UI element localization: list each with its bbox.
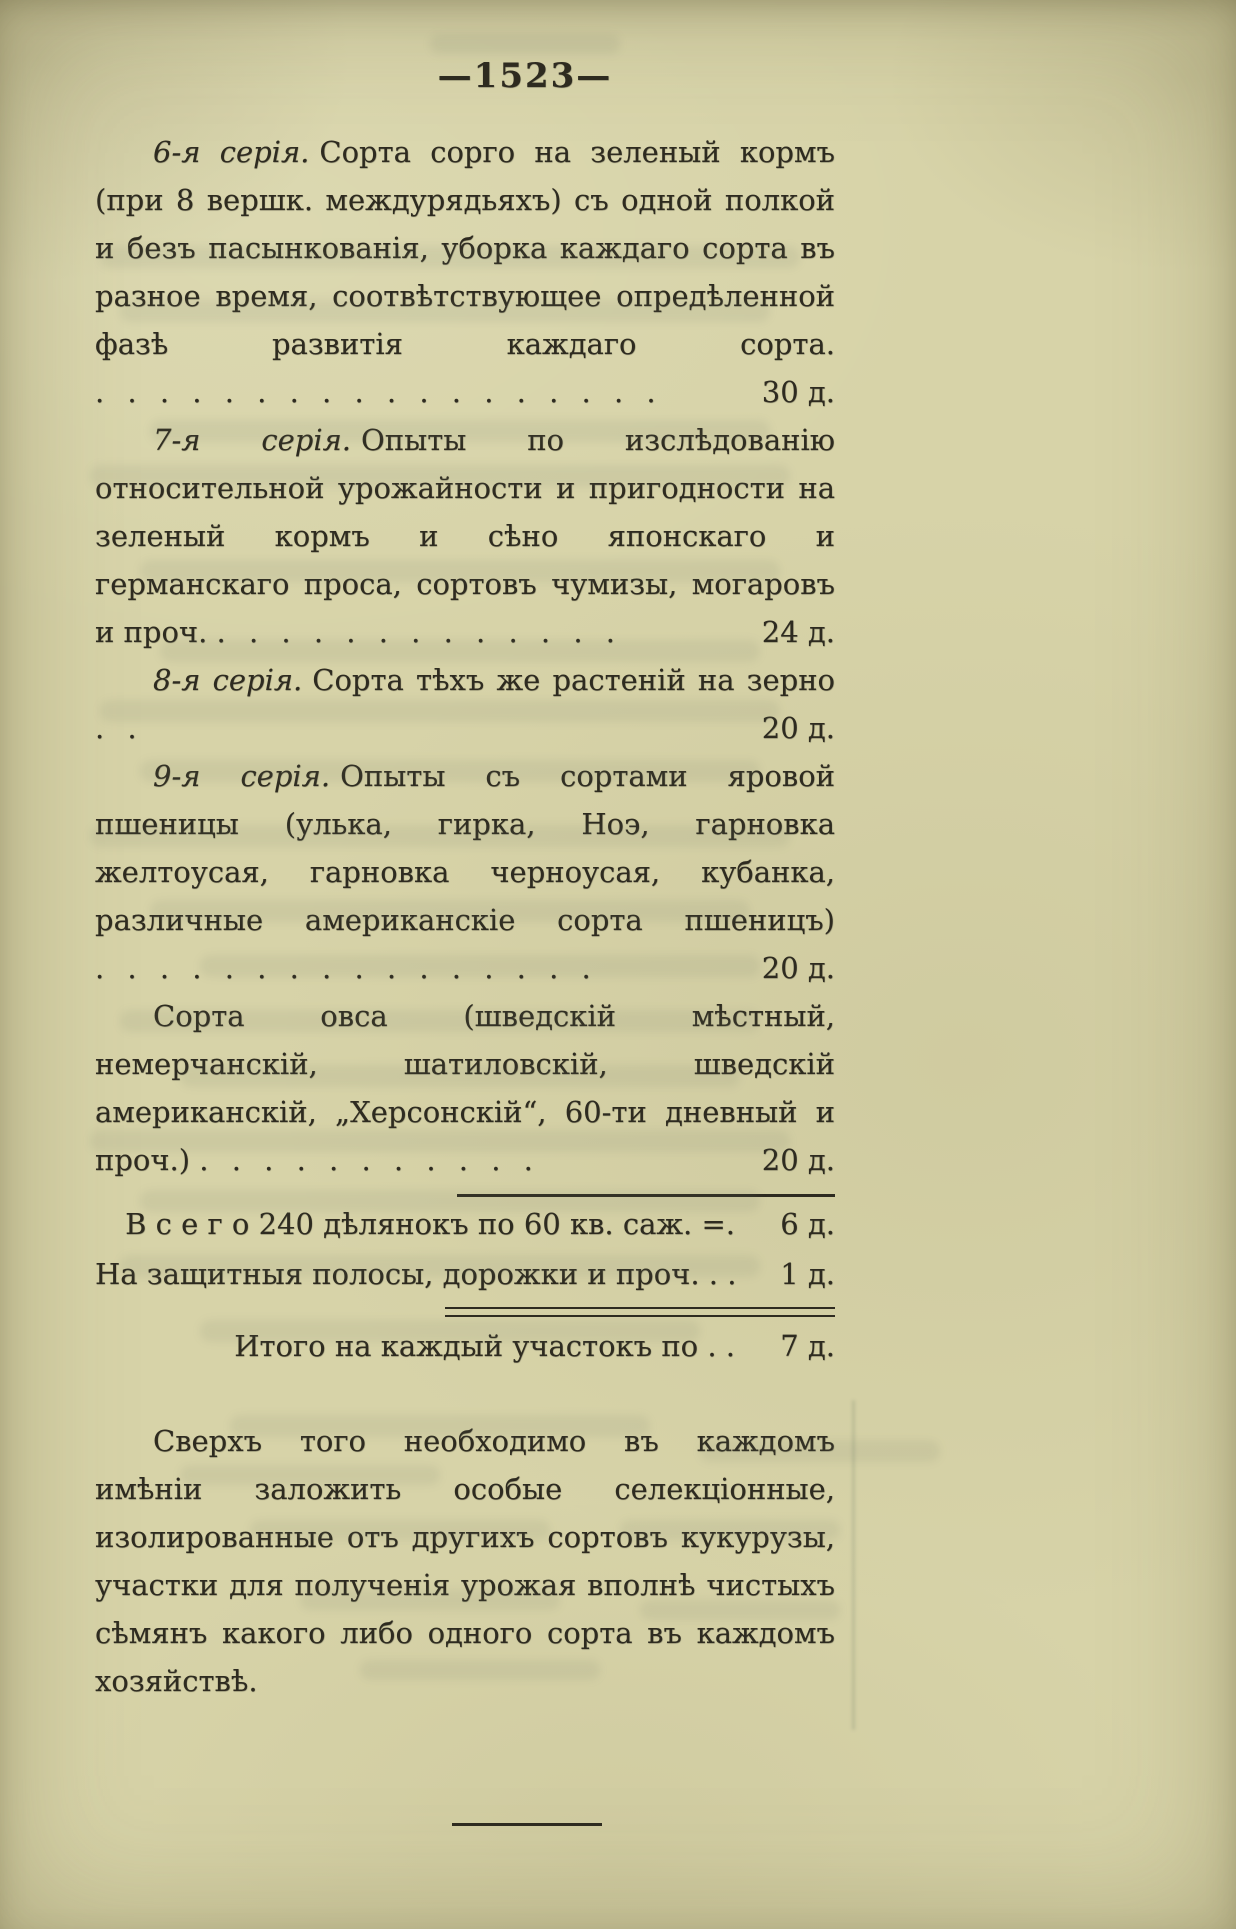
dot-leader: . . . . . . . . . . . . . <box>216 615 622 649</box>
series-label: 6-я серія. <box>153 135 310 169</box>
area-value: 1 д. <box>780 1257 835 1291</box>
totals-row-strips <box>95 1249 835 1299</box>
series-entry-9 <box>95 752 835 992</box>
dot-leader: . . . . . . . . . . . . . . . . . . <box>95 375 663 409</box>
series-label: 9-я серія. <box>153 759 331 793</box>
series-label: 8-я серія. <box>153 663 303 697</box>
area-value: 20 д. <box>761 951 835 985</box>
series-entry-6 <box>95 128 835 416</box>
totals-row-total <box>95 1199 835 1249</box>
series-text: Сорта овса (шведскій мѣстный, немерчанскій, шатиловскій, шведскій американскій, „Херсонскій“, 60-ти дневный и проч.) <box>95 999 835 1177</box>
totals-text: Итого на каждый участокъ по . . <box>234 1329 735 1363</box>
page-content <box>95 128 835 1826</box>
totals-section <box>95 1194 835 1371</box>
closing-paragraph: Сверхъ того необходимо въ каждомъ имѣніи заложить особые селекціонные, изолированные отъ другихъ сортовъ кукурузы, участки для полученія урожая вполнѣ чистыхъ сѣмянъ какого либо одного сорта въ каждомъ хозяйствѣ. <box>95 1424 835 1698</box>
totals-row-itogo <box>95 1321 835 1371</box>
area-value: 24 д. <box>761 615 835 649</box>
series-entry-8 <box>95 656 835 752</box>
area-value: 20 д. <box>761 1143 835 1177</box>
series-text: Опыты по изслѣдованію относительной урожайности и пригодности на зеленый кормъ и сѣно японскаго и германскаго проса, сортовъ чумизы, могаровъ и проч. <box>95 423 835 649</box>
area-value: 6 д. <box>780 1207 835 1241</box>
series-text: Опыты съ сортами яровой пшеницы (улька, гирка, Ноэ, гарновка желтоусая, гарновка черноусая, кубанка, различные американскіе сорта пшеницъ) <box>95 759 835 937</box>
dot-leader: . . . . . . . . . . . <box>199 1143 540 1177</box>
dot-leader: . . <box>95 711 144 745</box>
bleed-through-artifact <box>852 1400 855 1730</box>
series-label: 7-я серія. <box>153 423 352 457</box>
bleed-through-artifact <box>430 34 620 54</box>
totals-rule-top <box>457 1194 835 1197</box>
totals-rule-bottom <box>445 1307 835 1317</box>
page-number: —1523— <box>437 56 613 96</box>
dot-leader: . . . . . . . . . . . . . . . . <box>95 951 598 985</box>
series-entry-7 <box>95 416 835 656</box>
series-text: Сорта тѣхъ же растеній на зерно <box>312 663 835 697</box>
totals-text: В с е г о 240 дѣлянокъ по 60 кв. саж. =. <box>125 1207 735 1241</box>
totals-text: На защитныя полосы, дорожки и проч. . . <box>95 1257 737 1291</box>
oats-entry <box>95 992 835 1184</box>
area-value: 7 д. <box>780 1329 835 1363</box>
area-value: 30 д. <box>761 375 835 409</box>
section-end-rule <box>452 1823 602 1826</box>
series-text: Сорта сорго на зеленый кормъ (при 8 вершк. междурядьяхъ) съ одной полкой и безъ пасынкованія, уборка каждаго сорта въ разное время, соотвѣтствующее опредѣленной фазѣ развитія каждаго сорта. <box>95 135 835 361</box>
area-value: 20 д. <box>761 711 835 745</box>
